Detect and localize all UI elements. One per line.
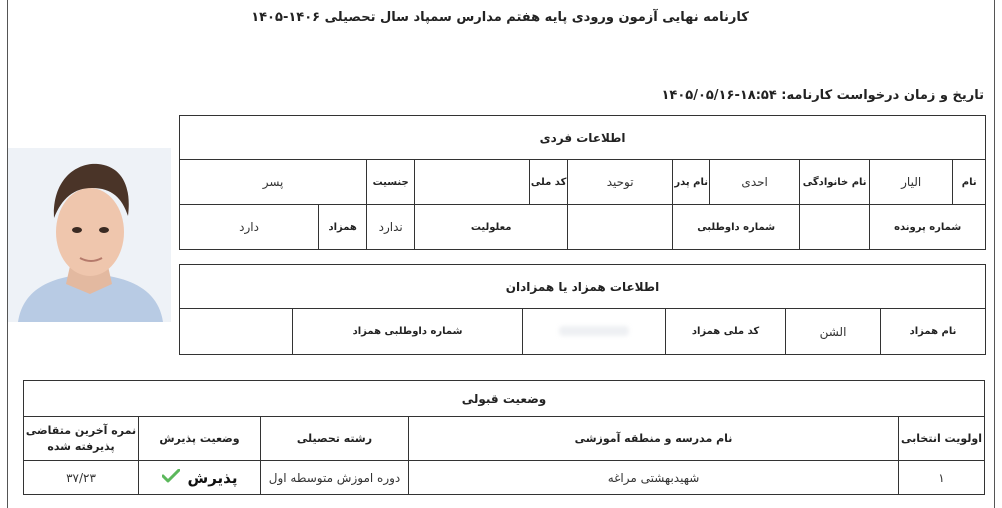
row-last-score: ۳۷/۲۳ <box>24 461 139 495</box>
twin-label: همزاد <box>319 205 367 250</box>
disability-label: معلولیت <box>415 205 568 250</box>
row-school: شهیدبهشتی مراغه <box>409 461 899 495</box>
twin-candidate-no-value <box>180 309 293 355</box>
col-status: وضعیت پذیرش <box>139 417 261 461</box>
last-name-label: نام خانوادگی <box>800 160 870 205</box>
personal-info-header: اطلاعات فردی <box>180 116 986 160</box>
national-id-label: کد ملی <box>530 160 568 205</box>
admission-status-table <box>23 380 985 495</box>
report-title: کارنامه نهایی آزمون ورودی پایه هفتم مدارس سمپاد سال تحصیلی ۱۴۰۶-۱۴۰۵ <box>251 10 749 25</box>
request-datetime: تاریخ و زمان درخواست کارنامه: ۱۸:۵۴-۱۴۰۵/۰۵/۱۶ <box>661 88 984 103</box>
father-name-label: نام پدر <box>673 160 710 205</box>
gender-label: جنسیت <box>367 160 415 205</box>
admission-header: وضعیت قبولی <box>24 381 985 417</box>
disability-value: ندارد <box>367 205 415 250</box>
file-no-label: شماره پرونده <box>870 205 986 250</box>
twin-info-header: اطلاعات همزاد یا همزادان <box>180 265 986 309</box>
last-name-value: احدی <box>710 160 800 205</box>
col-field: رشته تحصیلی <box>261 417 409 461</box>
file-no-value <box>800 205 870 250</box>
twin-national-id-label: کد ملی همزاد <box>666 309 786 355</box>
twin-name-label: نام همزاد <box>881 309 986 355</box>
check-icon <box>162 469 180 486</box>
gender-value: پسر <box>180 160 367 205</box>
col-last-score: نمره آخرین متقاضی پذیرفته شده <box>24 417 139 461</box>
row-priority: ۱ <box>899 461 985 495</box>
candidate-no-label: شماره داوطلبی <box>673 205 800 250</box>
candidate-no-value <box>568 205 673 250</box>
father-name-value: توحید <box>568 160 673 205</box>
redacted-national-id <box>559 326 629 336</box>
national-id-value <box>415 160 530 205</box>
page-border-right <box>994 0 995 508</box>
first-name-value: الیار <box>870 160 953 205</box>
student-photo <box>8 148 171 322</box>
twin-candidate-no-label: شماره داوطلبی همزاد <box>293 309 523 355</box>
twin-value: دارد <box>180 205 319 250</box>
first-name-label: نام <box>953 160 986 205</box>
col-priority: اولویت انتخابی <box>899 417 985 461</box>
row-field: دوره اموزش متوسطه اول <box>261 461 409 495</box>
row-status <box>139 461 261 495</box>
status-text: پذیرش <box>187 468 238 487</box>
personal-info-table <box>179 115 986 250</box>
twin-name-value: الشن <box>786 309 881 355</box>
col-school: نام مدرسه و منطقه آموزشی <box>409 417 899 461</box>
twin-national-id-value <box>523 309 666 355</box>
twin-info-table <box>179 264 986 355</box>
